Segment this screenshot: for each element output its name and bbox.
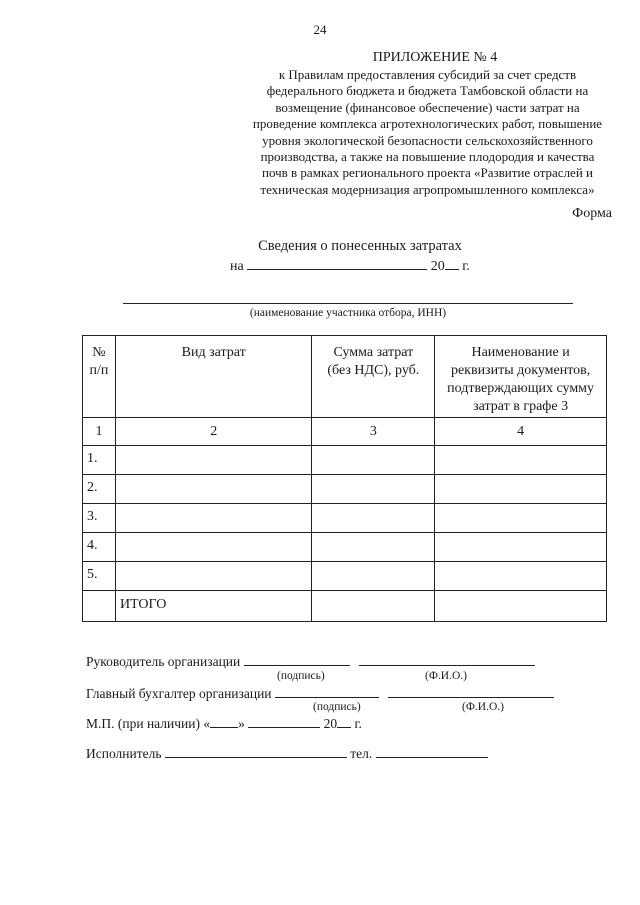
documents-cell[interactable] [435,446,607,475]
cost-sum-cell[interactable] [312,562,435,591]
cost-type-cell[interactable] [115,562,312,591]
total-label: ИТОГО [115,591,312,622]
cost-type-cell[interactable] [115,504,312,533]
table-row [83,533,607,562]
date-line [230,256,470,275]
cost-sum-cell[interactable] [312,533,435,562]
stamp-quote-close: » [238,716,245,731]
appendix-line: уровня экологической безопасности сельскохозяйственного [262,132,593,148]
executor-line [86,744,488,762]
cost-type-cell[interactable] [115,446,312,475]
total-row [83,591,607,622]
head-name-blank[interactable] [359,652,535,666]
column-number: 4 [435,418,607,446]
date-year: 20 [430,259,445,274]
header-cost-type: Вид затрат [115,336,312,418]
appendix-text [240,67,615,198]
header-row [83,336,607,418]
page-number: 24 [313,22,327,37]
appendix-line: производства, а также на повышение плодородия и качества [260,149,595,165]
header-cost-sum: Сумма затрат (без НДС), руб. [312,336,435,418]
executor-name-blank[interactable] [165,744,347,758]
stamp-year: 20 [323,716,338,731]
table-row [83,475,607,504]
stamp-label: М.П. (при наличии) « [86,716,211,731]
stamp-year-blank[interactable] [337,714,351,728]
row-number: 3. [83,504,116,533]
documents-cell[interactable] [435,504,607,533]
stamp-suffix: г. [354,716,362,731]
column-number: 3 [312,418,435,446]
appendix-line: почв в рамках регионального проекта «Развитие отраслей и [261,165,593,181]
documents-cell[interactable] [435,533,607,562]
head-signature-line [86,652,535,670]
accountant-name-blank[interactable] [388,684,554,698]
phone-blank[interactable] [376,744,488,758]
row-number: 2. [83,475,116,504]
appendix-line: проведение комплекса агротехнологических работ, повышение [252,116,603,132]
total-sum-cell[interactable] [312,591,435,622]
cost-type-cell[interactable] [115,533,312,562]
table-row [83,446,607,475]
accountant-signature-caption: (подпись) [313,701,361,713]
column-number-row [83,418,607,446]
cost-sum-cell[interactable] [312,504,435,533]
appendix-line: к Правилам предоставления субсидий за счет средств [278,67,577,82]
stamp-day-blank[interactable] [210,714,238,728]
accountant-signature-blank[interactable] [275,684,379,698]
cost-sum-cell[interactable] [312,475,435,504]
header-documents: Наименование и реквизиты документов, подтверждающих сумму затрат в графе 3 [435,336,607,418]
accountant-signature-line [86,684,554,702]
column-number: 2 [115,418,312,446]
appendix-line: федерального бюджета и бюджета Тамбовской области на [266,83,589,99]
row-number: 5. [83,562,116,591]
accountant-name-caption: (Ф.И.О.) [462,701,504,713]
participant-caption: (наименование участника отбора, ИНН) [249,307,447,319]
executor-label: Исполнитель [86,746,162,761]
year-blank[interactable] [445,256,459,270]
total-empty-cell [83,591,116,622]
date-blank[interactable] [247,256,427,270]
head-name-caption: (Ф.И.О.) [425,670,467,682]
appendix-title: ПРИЛОЖЕНИЕ № 4 [372,50,498,65]
table-row [83,562,607,591]
participant-blank[interactable] [123,303,573,304]
row-number: 1. [83,446,116,475]
stamp-month-blank[interactable] [248,714,320,728]
table-row [83,504,607,533]
accountant-label: Главный бухгалтер организации [86,686,272,701]
head-signature-caption: (подпись) [277,670,325,682]
head-label: Руководитель организации [86,654,241,669]
total-documents-cell[interactable] [435,591,607,622]
cost-sum-cell[interactable] [312,446,435,475]
stamp-date-line [86,714,362,732]
appendix-line: техническая модернизация агропромышленного комплекса» [260,181,595,197]
appendix-line: возмещение (финансовое обеспечение) части затрат на [275,99,580,115]
row-number: 4. [83,533,116,562]
date-prefix: на [230,259,244,274]
head-signature-blank[interactable] [244,652,350,666]
header-number: № п/п [83,336,116,418]
date-suffix: г. [462,259,470,274]
documents-cell[interactable] [435,562,607,591]
column-number: 1 [83,418,116,446]
costs-table [82,335,607,622]
document-title: Сведения о понесенных затратах [258,238,462,254]
cost-type-cell[interactable] [115,475,312,504]
form-label: Форма [572,206,612,221]
documents-cell[interactable] [435,475,607,504]
phone-label: тел. [350,746,373,761]
